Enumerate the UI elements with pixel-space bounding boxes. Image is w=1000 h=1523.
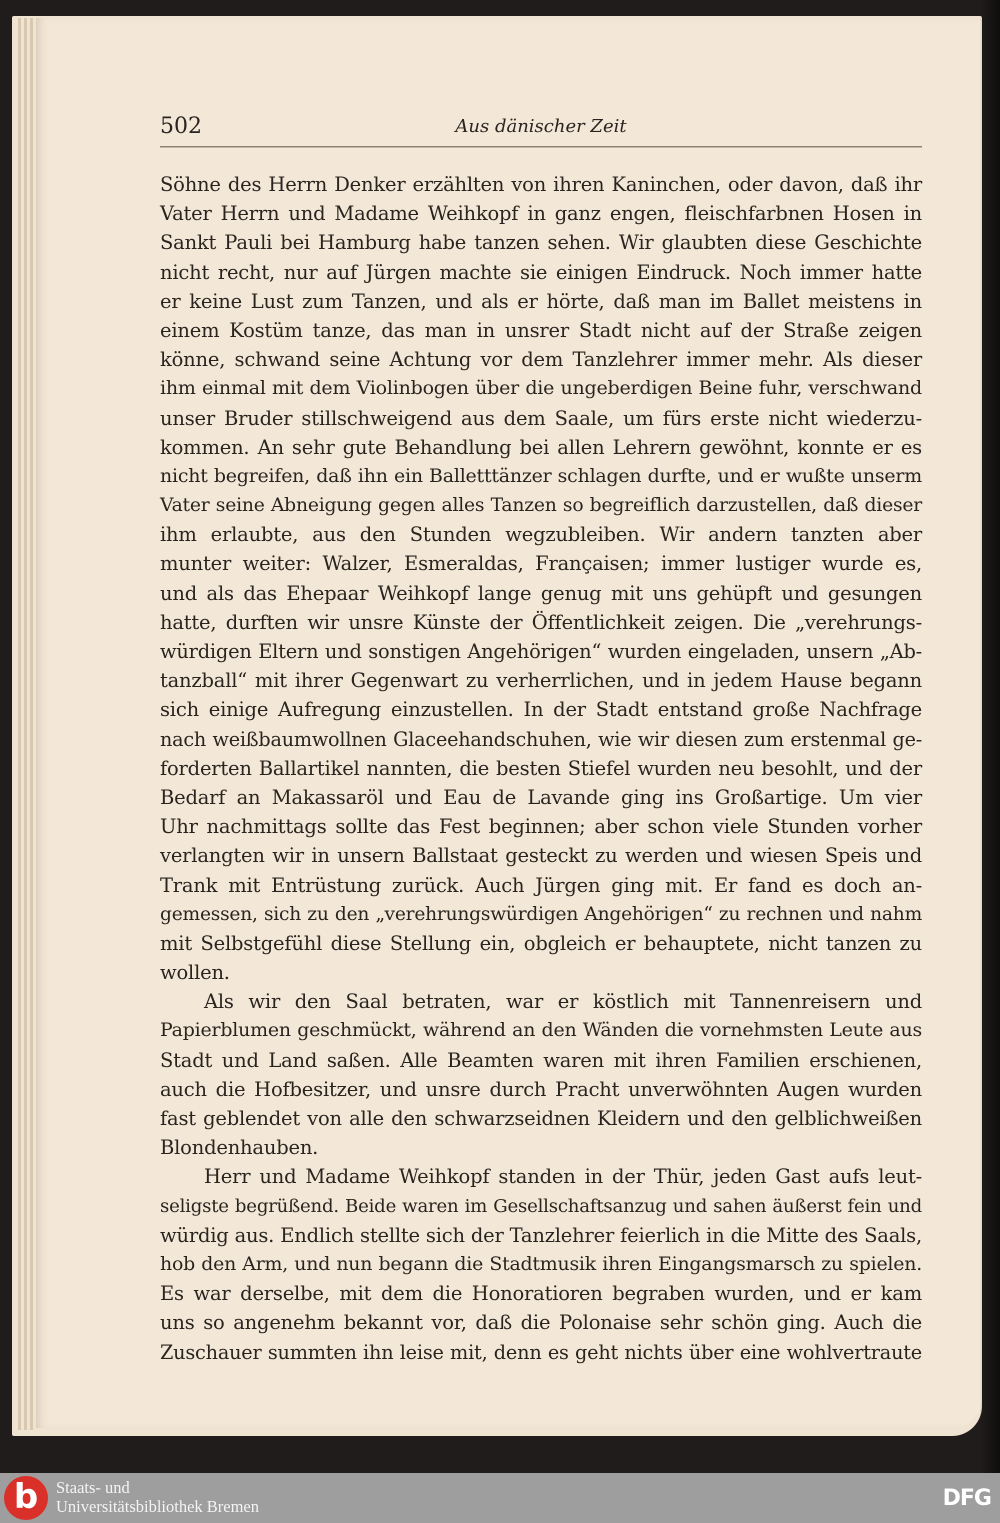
text-line: tanzball“ mit ihrer Gegenwart zu verherrlichen, und in jedem Hause begann bbox=[160, 669, 922, 693]
footer-bar bbox=[0, 1473, 1000, 1523]
text-line: forderten Ballartikel nannten, die besten Stiefel wurden neu besohlt, und der bbox=[160, 756, 922, 780]
text-line: Blondenhauben. bbox=[160, 1136, 319, 1160]
text-line: munter weiter: Walzer, Esmeraldas, Françaisen; immer lustiger wurde es, bbox=[160, 552, 922, 576]
text-line: hatte, durften wir unsre Künste der Öffentlichkeit zeigen. Die „verehrungs- bbox=[160, 610, 922, 634]
text-line: Bedarf an Makassaröl und Eau de Lavande ging ins Großartige. Um vier bbox=[160, 785, 922, 809]
text-line: würdigen Eltern und sonstigen Angehörigen“ wurden eingeladen, unsern „Ab- bbox=[160, 640, 922, 663]
text-line: Als wir den Saal betraten, war er köstlich mit Tannenreisern und bbox=[204, 990, 922, 1014]
text-line: hob den Arm, und nun begann die Stadtmusik ihren Eingangsmarsch zu spielen. bbox=[160, 1252, 922, 1275]
text-line: und als das Ehepaar Weihkopf lange genug mit uns gehüpft und gesungen bbox=[160, 581, 922, 605]
binding-shadow bbox=[980, 0, 1000, 1473]
text-line: könne, schwand seine Achtung vor dem Tanzlehrer immer mehr. Als dieser bbox=[160, 348, 922, 372]
text-line: ihm einmal mit dem Violinbogen über die ungeberdigen Beine fuhr, verschwand bbox=[160, 377, 922, 400]
running-head bbox=[160, 112, 922, 144]
text-line: kommen. An sehr gute Behandlung bei allen Lehrern gewöhnt, konnte er es bbox=[160, 435, 922, 459]
body-text bbox=[160, 170, 922, 1367]
text-line: nicht begreifen, daß ihn ein Balletttänzer schlagen durfte, und er wußte unserm bbox=[160, 464, 922, 487]
page-edge bbox=[24, 18, 27, 1430]
text-line: würdig aus. Endlich stellte sich der Tanzlehrer feierlich in die Mitte des Saals, bbox=[160, 1223, 922, 1247]
text-line: er keine Lust zum Tanzen, und als er hörte, daß man im Ballet meistens in bbox=[160, 289, 922, 313]
text-line: Sankt Pauli bei Hamburg habe tanzen sehen. Wir glaubten diese Geschichte bbox=[160, 231, 922, 255]
page-number: 502 bbox=[160, 114, 202, 139]
text-line: Stadt und Land saßen. Alle Beamten waren mit ihren Familien erschienen, bbox=[160, 1048, 922, 1072]
text-line: Es war derselbe, mit dem die Honoratioren begraben wurden, und er kam bbox=[160, 1282, 922, 1306]
text-line: Trank mit Entrüstung zurück. Auch Jürgen ging mit. Er fand es doch an- bbox=[160, 873, 922, 897]
text-line: mit Selbstgefühl diese Stellung ein, obgleich er behauptete, nicht tanzen zu bbox=[160, 931, 922, 955]
library-name[interactable] bbox=[56, 1478, 259, 1516]
text-line: einem Kostüm tanze, das man in unsrer Stadt nicht auf der Straße zeigen bbox=[160, 318, 922, 342]
header-rule bbox=[160, 146, 922, 148]
text-line: uns so angenehm bekannt vor, daß die Polonaise sehr schön ging. Auch die bbox=[160, 1311, 922, 1335]
text-line: sich einige Aufregung einzustellen. In der Stadt entstand große Nachfrage bbox=[160, 698, 922, 722]
text-line: nach weißbaumwollnen Glaceehandschuhen, wie wir diesen zum erstenmal ge- bbox=[160, 727, 922, 751]
page-edge bbox=[18, 18, 21, 1430]
running-head-title: Aus dänischer Zeit bbox=[455, 116, 627, 137]
text-line: gemessen, sich zu den „verehrungswürdigen Angehörigen“ zu rechnen und nahm bbox=[160, 903, 922, 925]
text-line: unser Bruder stillschweigend aus dem Saale, um fürs erste nicht wiederzu- bbox=[160, 406, 922, 430]
text-line: nicht recht, nur auf Jürgen machte sie einigen Eindruck. Noch immer hatte bbox=[160, 260, 922, 284]
text-line: Vater Herrn und Madame Weihkopf in ganz engen, fleischfarbnen Hosen in bbox=[160, 202, 922, 226]
library-name-line1: Staats- und bbox=[56, 1478, 130, 1497]
text-line: fast geblendet von alle den schwarzseidnen Kleidern und den gelblichweißen bbox=[160, 1107, 922, 1130]
library-name-line2: Universitätsbibliothek Bremen bbox=[56, 1497, 260, 1516]
text-line: Zuschauer summten ihn leise mit, denn es geht nichts über eine wohlvertraute bbox=[160, 1340, 922, 1364]
text-line: Papierblumen geschmückt, während an den Wänden die vornehmsten Leute aus bbox=[160, 1019, 922, 1042]
text-line: Söhne des Herrn Denker erzählten von ihren Kaninchen, oder davon, daß ihr bbox=[160, 173, 922, 196]
text-line: Uhr nachmittags sollte das Fest beginnen; aber schon viele Stunden vorher bbox=[160, 815, 922, 839]
text-line: Herr und Madame Weihkopf standen in der Thür, jeden Gast aufs leut- bbox=[204, 1165, 922, 1189]
text-line: auch die Hofbesitzer, und unsre durch Pracht unverwöhnten Augen wurden bbox=[160, 1077, 922, 1101]
text-line: Vater seine Abneigung gegen alles Tanzen so begreiflich darzustellen, daß dieser bbox=[160, 495, 922, 517]
text-line: verlangten wir in unsern Ballstaat gesteckt zu werden und wiesen Speis und bbox=[160, 844, 922, 868]
text-line: seligste begrüßend. Beide waren im Gesellschaftsanzug und sahen äußerst fein und bbox=[160, 1195, 922, 1217]
text-line: ihm erlaubte, aus den Stunden wegzubleiben. Wir andern tanzten aber bbox=[160, 523, 922, 547]
library-logo-icon[interactable]: b bbox=[4, 1476, 48, 1520]
text-line: wollen. bbox=[160, 961, 230, 985]
dfg-logo-icon[interactable]: DFG bbox=[942, 1486, 991, 1511]
page-edge bbox=[30, 18, 33, 1430]
